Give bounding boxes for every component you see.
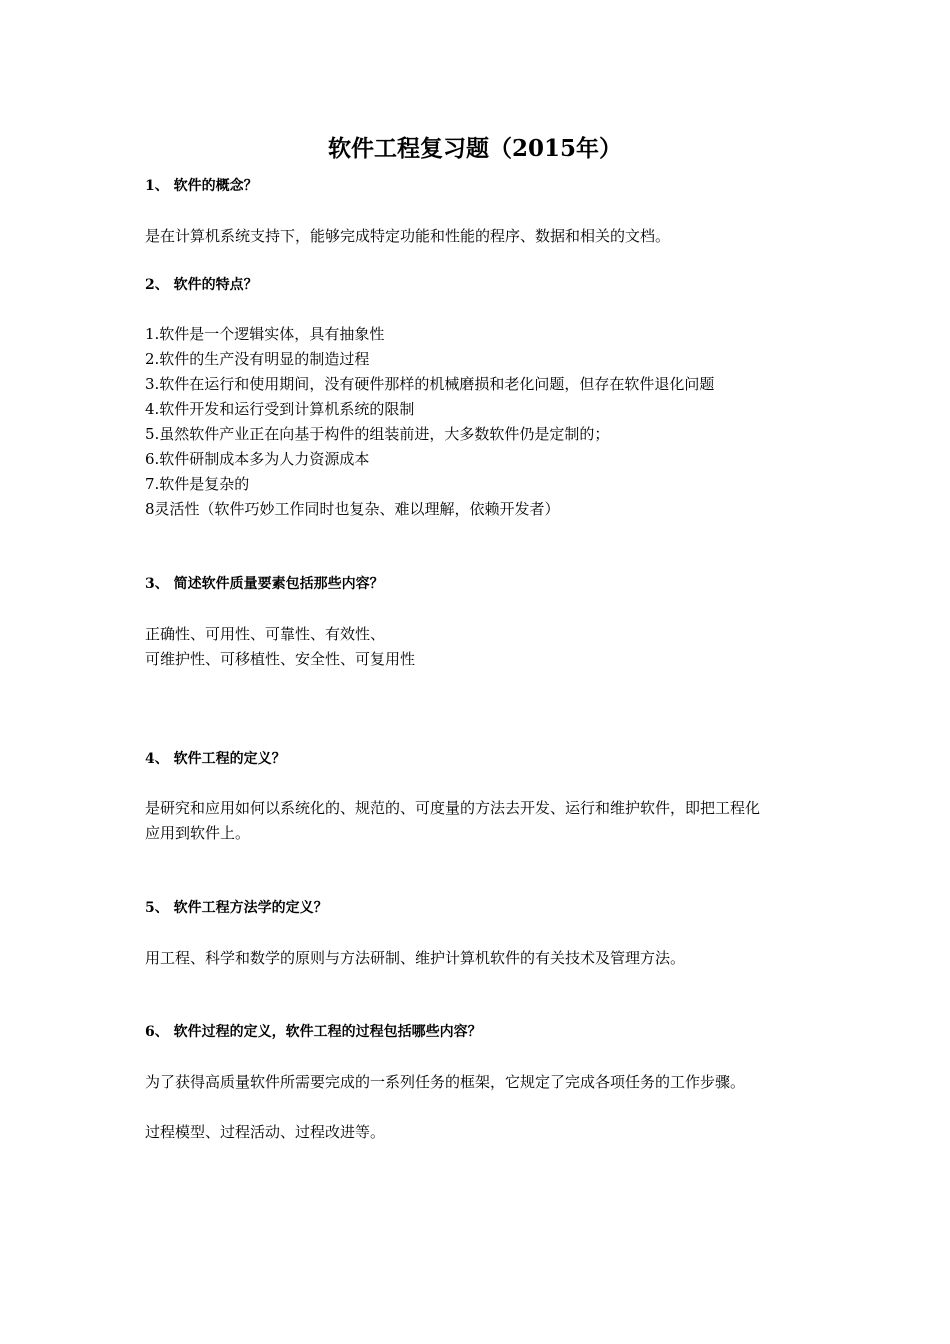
answer-6-extra	[145, 1120, 815, 1145]
answer-2-line-4: 4.软件开发和运行受到计算机系统的限制	[145, 400, 415, 418]
answer-2	[145, 322, 815, 522]
answer-2-line-1: 1.软件是一个逻辑实体，具有抽象性	[145, 325, 385, 343]
answer-6-extra-line-1: 过程模型、过程活动、过程改进等。	[145, 1123, 386, 1141]
answer-5	[145, 946, 815, 971]
answer-2-line-5: 5.虽然软件产业正在向基于构件的组装前进，大多数软件仍是定制的；	[145, 425, 610, 443]
answer-1	[145, 224, 815, 249]
question-6-heading: 6、 软件过程的定义，软件工程的过程包括哪些内容？	[145, 1024, 482, 1040]
answer-3-line-1: 正确性、可用性、可靠性、有效性、	[145, 625, 386, 643]
answer-1-line-1: 是在计算机系统支持下，能够完成特定功能和性能的程序、数据和相关的文档。	[145, 227, 671, 245]
answer-2-line-6: 6.软件研制成本多为人力资源成本	[145, 450, 370, 468]
answer-2-line-7: 7.软件是复杂的	[145, 475, 250, 493]
answer-3	[145, 622, 815, 672]
question-4-heading: 4、 软件工程的定义？	[145, 751, 286, 767]
answer-6-line-1: 为了获得高质量软件所需要完成的一系列任务的框架，它规定了完成各项任务的工作步骤。	[145, 1073, 746, 1091]
answer-2-line-2: 2.软件的生产没有明显的制造过程	[145, 350, 370, 368]
answer-6	[145, 1070, 815, 1095]
question-3-heading: 3、 简述软件质量要素包括那些内容？	[145, 576, 384, 592]
answer-2-line-8: 8灵活性（软件巧妙工作同时也复杂、难以理解，依赖开发者）	[145, 500, 560, 518]
document-title: 软件工程复习题（2015年）	[327, 135, 622, 162]
answer-5-line-1: 用工程、科学和数学的原则与方法研制、维护计算机软件的有关技术及管理方法。	[145, 949, 686, 967]
question-2-heading: 2、 软件的特点？	[145, 277, 258, 293]
answer-4-line-1: 是研究和应用如何以系统化的、规范的、可度量的方法去开发、运行和维护软件，即把工程化	[145, 799, 761, 817]
answer-2-line-3: 3.软件在运行和使用期间，没有硬件那样的机械磨损和老化问题，但存在软件退化问题	[145, 375, 715, 393]
answer-4-line-2: 应用到软件上。	[145, 824, 251, 842]
question-1-heading: 1、 软件的概念？	[145, 178, 258, 194]
answer-4	[145, 796, 815, 846]
answer-3-line-2: 可维护性、可移植性、安全性、可复用性	[145, 650, 416, 668]
question-5-heading: 5、 软件工程方法学的定义？	[145, 900, 328, 916]
